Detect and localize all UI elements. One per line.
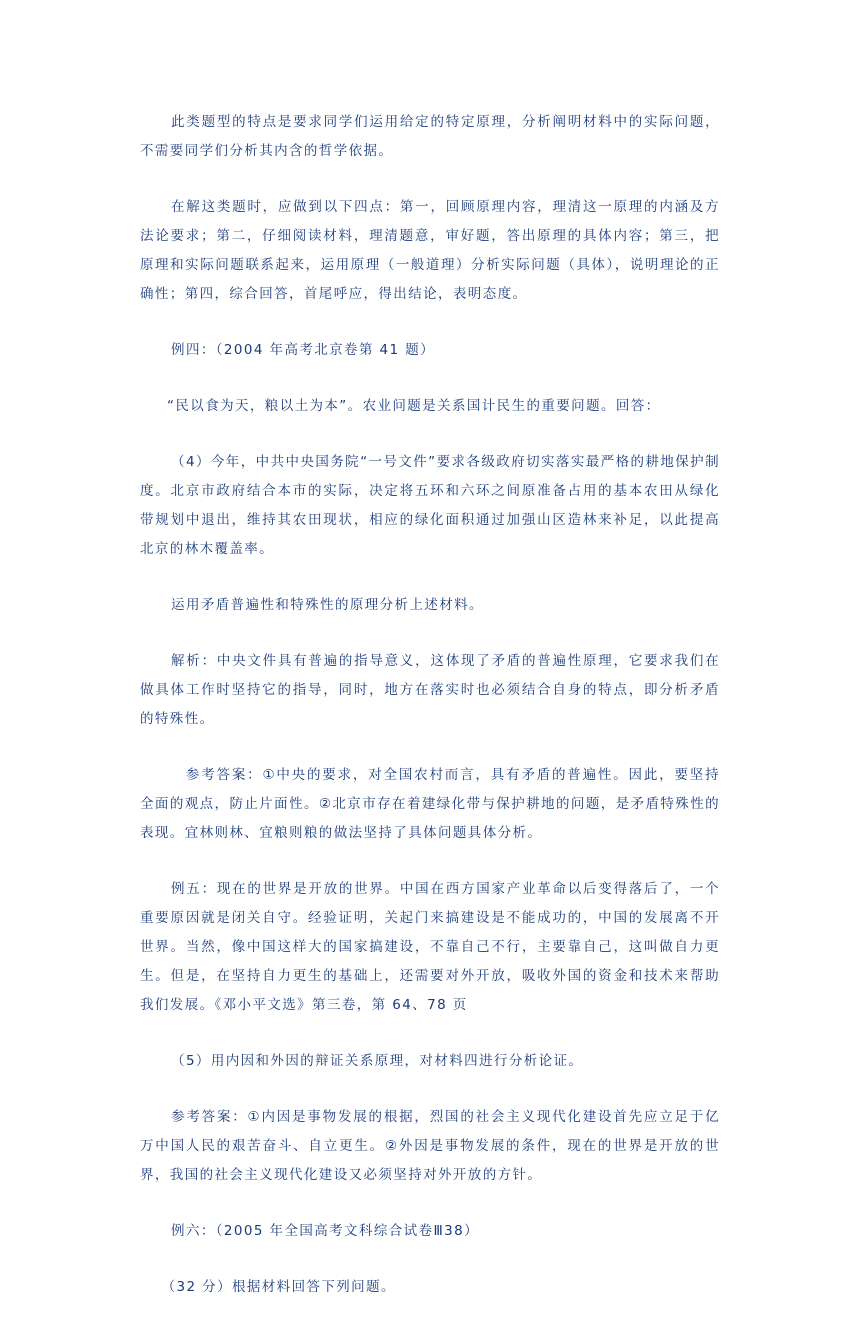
example-5-answer: 参考答案：①内因是事物发展的根据，烈国的社会主义现代化建设首先应立足于亿万中国人民的艰苦奋斗、自立更生。②外因是事物发展的条件，现在的世界是开放的世界，我国的社会主义现代化建设又必须坚持对外开放的方针。 (140, 1109, 720, 1183)
example-4-question: 运用矛盾普遍性和特殊性的原理分析上述材料。 (171, 597, 484, 613)
example-4-heading: 例四：（2004 年高考北京卷第 41 题） (171, 342, 436, 358)
method-paragraph: 在解这类题时，应做到以下四点：第一，回顾原理内容，理清这一原理的内涵及方法论要求；第二，仔细阅读材料，理清题意，审好题，答出原理的具体内容；第三，把原理和实际问题联系起来，运用原理（一般道理）分析实际问题（具体），说明理论的正确性；第四，综合回答，首尾呼应，得出结论，表明态度。 (140, 199, 720, 302)
example-6-heading: 例六：（2005 年全国高考文科综合试卷Ⅲ38） (171, 1223, 480, 1239)
example-4-analysis: 解析：中央文件具有普遍的指导意义，这体现了矛盾的普遍性原理，它要求我们在做具体工作时坚持它的指导，同时，地方在落实时也必须结合自身的特点，即分析矛盾的特殊性。 (140, 653, 720, 727)
document-body (140, 108, 720, 1329)
intro-paragraph: 此类题型的特点是要求同学们运用给定的特定原理，分析阐明材料中的实际问题，不需要同学们分析其内含的哲学依据。 (140, 114, 720, 159)
example-5-material: 例五：现在的世界是开放的世界。中国在西方国家产业革命以后变得落后了，一个重要原因就是闭关自守。经验证明，关起门来搞建设是不能成功的，中国的发展离不开世界。当然，像中国这样大的国家搞建设，不靠自己不行，主要靠自己，这叫做自力更生。但是，在坚持自力更生的基础上，还需要对外开放，吸收外国的资金和技术来帮助我们发展。《邓小平文选》第三卷，第 64、78 页 (140, 881, 720, 1013)
example-4-material: （4）今年，中共中央国务院“一号文件”要求各级政府切实落实最严格的耕地保护制度。北京市政府结合本市的实际，决定将五环和六环之间原准备占用的基本农田从绿化带规划中退出，维持其农田现状，相应的绿化面积通过加强山区造林来补足，以此提高北京的林木覆盖率。 (140, 454, 720, 557)
example-4-answer: 参考答案：①中央的要求，对全国农村而言，具有矛盾的普遍性。因此，要坚持全面的观点，防止片面性。②北京市存在着建绿化带与保护耕地的问题，是矛盾特殊性的表现。宜林则林、宜粮则粮的做法坚持了具体问题具体分析。 (140, 767, 720, 841)
example-4-prompt: “民以食为天，粮以土为本”。农业问题是关系国计民生的重要问题。回答： (167, 398, 661, 414)
example-5-question: （5）用内因和外因的辩证关系原理，对材料四进行分析论证。 (171, 1053, 584, 1069)
example-6-prompt: （32 分）根据材料回答下列问题。 (161, 1279, 396, 1295)
